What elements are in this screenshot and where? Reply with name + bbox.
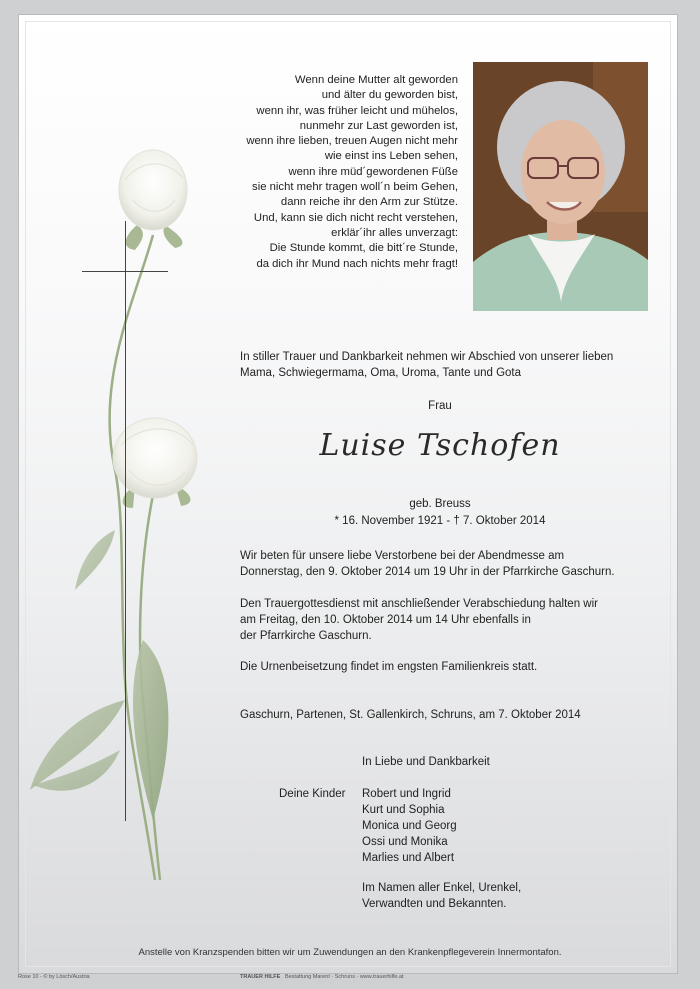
list-item: Monica und Georg bbox=[362, 820, 457, 832]
poem-line: da dich ihr Mund nach nichts mehr fragt! bbox=[256, 257, 458, 270]
donation-note: Anstelle von Kranzspenden bitten wir um Zuwendungen an den Krankenpflegeverein Innermontafon. bbox=[138, 947, 562, 958]
place-and-date: Gaschurn, Partenen, St. Gallenkirch, Schruns, am 7. Oktober 2014 bbox=[240, 709, 581, 721]
urn-burial-info: Die Urnenbeisetzung findet im engsten Familienkreis statt. bbox=[240, 661, 538, 673]
poem-line: wenn ihre müd´gewordenen Füße bbox=[288, 165, 458, 178]
funeral-line: der Pfarrkirche Gaschurn. bbox=[240, 630, 372, 642]
publisher-details: Bestattung Marent · Schruns · www.trauerhilfe.at bbox=[284, 974, 404, 980]
poem-line: wenn ihr, was früher leicht und mühelos, bbox=[256, 104, 458, 117]
children-label: Deine Kinder bbox=[279, 788, 346, 800]
closing-line: Verwandten und Bekannten. bbox=[362, 898, 507, 910]
poem-line: wie einst ins Leben sehen, bbox=[324, 150, 458, 163]
list-item: Kurt und Sophia bbox=[362, 804, 445, 816]
family-closing bbox=[362, 880, 642, 912]
mass-line: Donnerstag, den 9. Oktober 2014 um 19 Uhr in der Pfarrkirche Gaschurn. bbox=[240, 566, 615, 578]
deceased-name: Luise Tschofen bbox=[319, 428, 561, 463]
announcement-line: In stiller Trauer und Dankbarkeit nehmen wir Abschied von unserer lieben bbox=[240, 351, 614, 363]
mass-line: Wir beten für unsere liebe Verstorbene bei der Abendmesse am bbox=[240, 550, 565, 562]
white-roses-illustration bbox=[25, 140, 215, 900]
title-frau: Frau bbox=[428, 400, 452, 412]
poem-line: und älter du geworden bist, bbox=[321, 89, 458, 102]
birth-name: geb. Breuss bbox=[409, 498, 471, 510]
brand-label: TRAUER HILFE bbox=[240, 974, 281, 980]
announcement-intro bbox=[240, 349, 640, 381]
portrait-photo bbox=[473, 62, 648, 311]
list-item: Robert und Ingrid bbox=[362, 788, 451, 800]
cross-horizontal bbox=[82, 271, 168, 272]
cross-vertical bbox=[125, 221, 126, 821]
life-dates: * 16. November 1921 - † 7. Oktober 2014 bbox=[334, 515, 546, 527]
publisher-credit bbox=[240, 974, 404, 980]
children-list bbox=[362, 786, 642, 866]
poem-line: nunmehr zur Last geworden ist, bbox=[299, 119, 458, 132]
list-item: Ossi und Monika bbox=[362, 836, 448, 848]
poem-line: dann reiche ihr den Arm zur Stütze. bbox=[280, 196, 458, 209]
closing-line: Im Namen aller Enkel, Urenkel, bbox=[362, 882, 522, 894]
evening-mass-info bbox=[240, 548, 640, 580]
poem bbox=[200, 73, 458, 272]
funeral-line: am Freitag, den 10. Oktober 2014 um 14 Uhr ebenfalls in bbox=[240, 614, 531, 626]
design-credit: Rose 10 - © by Lösch/Austria bbox=[18, 974, 90, 980]
announcement-line: Mama, Schwiegermama, Oma, Uroma, Tante und Gota bbox=[240, 367, 522, 379]
family-intro: In Liebe und Dankbarkeit bbox=[362, 756, 490, 768]
list-item: Marlies und Albert bbox=[362, 852, 455, 864]
funeral-service-info bbox=[240, 596, 640, 644]
funeral-line: Den Trauergottesdienst mit anschließender Verabschiedung halten wir bbox=[240, 598, 598, 610]
poem-line: Die Stunde kommt, die bitt´re Stunde, bbox=[269, 242, 458, 255]
poem-line: erklär´ihr alles unverzagt: bbox=[331, 226, 458, 239]
poem-line: sie nicht mehr tragen woll´n beim Gehen, bbox=[252, 181, 458, 194]
poem-line: wenn ihre lieben, treuen Augen nicht mehr bbox=[246, 135, 458, 148]
poem-line: Und, kann sie dich nicht recht verstehen, bbox=[253, 211, 458, 224]
portrait-illustration bbox=[473, 62, 648, 311]
poem-line: Wenn deine Mutter alt geworden bbox=[294, 74, 458, 86]
